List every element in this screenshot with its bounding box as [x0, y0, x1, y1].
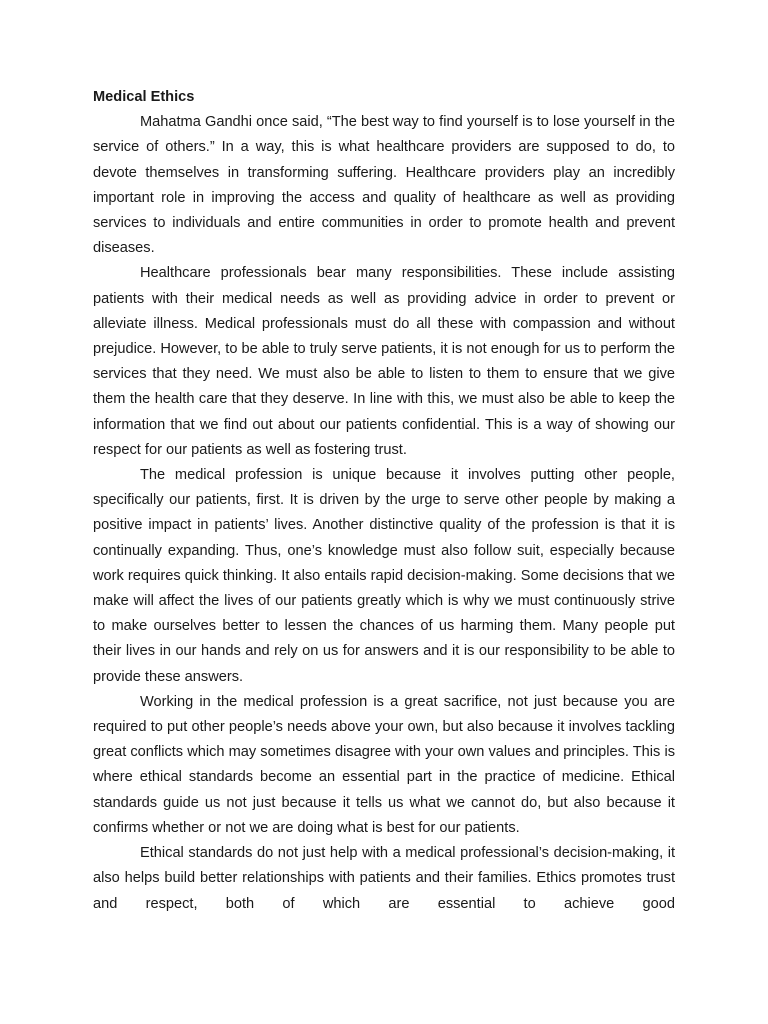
- paragraph-1: Mahatma Gandhi once said, “The best way to find yourself is to lose yourself in the service of others.” In a way, this is what healthcare providers are supposed to do, to devote themselves in transforming suffering. Healthcare providers play an incredibly important role in improving the access and quality of healthcare as well as providing services to individuals and entire communities in order to promote health and prevent diseases.: [93, 114, 675, 257]
- paragraph-2: Healthcare professionals bear many responsibilities. These include assisting patients with their medical needs as well as providing advice in order to prevent or alleviate illness. Medical professionals must do all these with compassion and without prejudice. However, to be able to truly serve patients, it is not enough for us to perform the services that they need. We must also be able to listen to them to ensure that we give them the health care that they deserve. In line with this, we must also be able to keep the information that we find out about our patients confidential. This is a way of showing our respect for our patients as well as fostering trust.: [93, 265, 675, 458]
- paragraph-5: Ethical standards do not just help with a medical professional’s decision-making, it also helps build better relationships with patients and their families. Ethics promotes trust and respect, both of which are essential to achieve good: [93, 845, 675, 912]
- document-body: [93, 85, 675, 917]
- paragraph-3: The medical profession is unique because it involves putting other people, specifically our patients, first. It is driven by the urge to serve other people by making a positive impact in patients’ lives. Another distinctive quality of the profession is that it is continually expanding. Thus, one’s knowledge must also follow suit, especially because work requires quick thinking. It also entails rapid decision-making. Some decisions that we make will affect the lives of our patients greatly which is why we must continuously strive to make ourselves better to lessen the chances of us harming them. Many people put their lives in our hands and rely on us for answers and it is our responsibility to be able to provide these answers.: [93, 467, 675, 685]
- paragraph-4: Working in the medical profession is a great sacrifice, not just because you are required to put other people’s needs above your own, but also because it involves tackling great conflicts which may sometimes disagree with your own values and principles. This is where ethical standards become an essential part in the practice of medicine. Ethical standards guide us not just because it tells us what we cannot do, but also because it confirms whether or not we are doing what is best for our patients.: [93, 693, 675, 836]
- document-title: Medical Ethics: [93, 89, 195, 105]
